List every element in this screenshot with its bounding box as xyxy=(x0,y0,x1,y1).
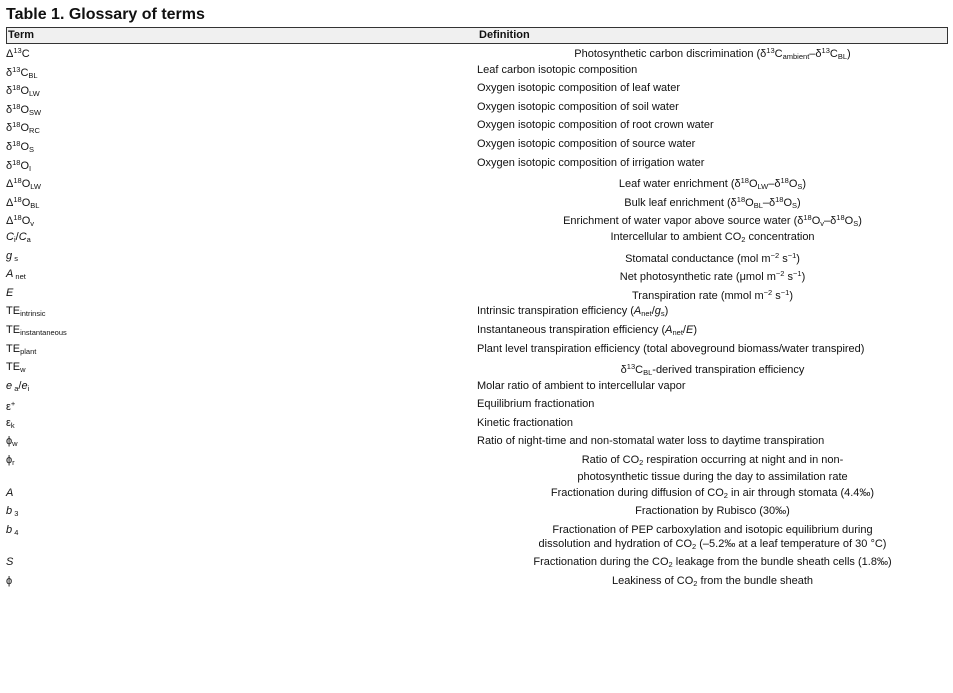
term-cell: $\Delta^{13}C$ xyxy=(6,46,30,60)
term-cell: $TE_{instantaneous}$ xyxy=(6,323,67,337)
definition-cell: Instantaneous transpiration efficiency $(A_{net}/E)$ xyxy=(477,323,697,337)
definition-cell: Fractionation of PEP carboxylation and isotopic equilibrium during dissolution and hydration of $CO_2$ (–5.2‰ at a leaf temperature of 30 °C) xyxy=(538,523,887,551)
table-row xyxy=(6,286,948,305)
definition-cell: Plant level transpiration efficiency (total aboveground biomass/water transpired) xyxy=(477,342,865,355)
definition-cell: Leakiness of $CO_2$ from the bundle sheath xyxy=(611,575,814,589)
definition-cell: Intrinsic transpiration efficiency $(A_{net}/g_s)$ xyxy=(477,305,669,319)
definition-cell: Fractionation during diffusion of $CO_2$ in air through stomata (4.4‰) xyxy=(550,486,875,500)
definition-cell: Leaf carbon isotopic composition xyxy=(477,63,638,76)
term-cell: $\delta^{18}O_{RC}$ xyxy=(6,120,40,136)
glossary-page xyxy=(6,5,948,593)
definition-cell: Oxygen isotopic composition of leaf water xyxy=(477,82,680,95)
term-cell: $\Delta^{18}O_{LW}$ xyxy=(6,176,41,192)
table-row xyxy=(6,81,948,100)
table-row xyxy=(6,574,948,593)
table-row xyxy=(6,100,948,119)
definition-cell: Oxygen isotopic composition of irrigation water xyxy=(477,156,705,169)
table-row xyxy=(6,486,948,505)
definition-cell: Oxygen isotopic composition of root crown water xyxy=(477,119,714,132)
definition-cell: Leaf water enrichment $(\delta^{18}O_{LW}-\delta^{18}O_S)$ xyxy=(618,176,807,192)
term-cell: A $_{net}$ xyxy=(6,268,26,282)
definition-cell: Fractionation by Rubisco (30‰) xyxy=(635,505,790,518)
table-row xyxy=(6,211,948,230)
term-cell: A xyxy=(6,486,14,499)
table-row xyxy=(6,174,948,193)
definition-cell: Photosynthetic carbon discrimination $(\delta^{13}C_{ambient}-\delta^{13}C_{BL})$ xyxy=(574,46,851,61)
table-row xyxy=(6,323,948,342)
term-cell: $\delta^{13}C_{BL}$ xyxy=(6,64,38,80)
definition-cell: Ratio of $CO_2$ respiration occurring at night and in non- photosynthetic tissue during the day to assimilation rate xyxy=(577,454,848,484)
definition-cell: Fractionation during the $CO_2$ leakage from the bundle sheath cells (1.8‰) xyxy=(533,556,892,570)
table-row xyxy=(6,44,948,63)
definition-cell: Net photosynthetic rate (μmol $m^{-2}$ $s^{-1}$) xyxy=(619,269,806,284)
term-cell: S xyxy=(6,556,14,569)
term-cell: $\delta^{18}O_{SW}$ xyxy=(6,101,42,117)
definition-cell: Stomatal conductance (mol $m^{-2}$ $s^{-1}$) xyxy=(625,250,800,265)
table-row xyxy=(6,230,948,249)
definition-cell: Equilibrium fractionation xyxy=(477,398,595,411)
term-cell: ϕ xyxy=(6,575,13,588)
table-row xyxy=(6,523,948,556)
term-cell: $\Delta^{18}O_{BL}$ xyxy=(6,194,40,210)
term-cell: $TE_w$ xyxy=(6,361,26,375)
table-row xyxy=(6,156,948,175)
term-cell: $\phi_r$ xyxy=(6,454,15,468)
term-cell: $\delta^{18}O_S$ xyxy=(6,138,35,154)
table-row xyxy=(6,63,948,82)
table-header xyxy=(6,27,948,44)
definition-cell: Ratio of night-time and non-stomatal water loss to daytime transpiration xyxy=(477,435,825,448)
table-row xyxy=(6,416,948,435)
table-row xyxy=(6,453,948,486)
term-cell: $\delta^{18}O_I$ xyxy=(6,157,32,173)
term-cell: $TE_{plant}$ xyxy=(6,342,37,356)
definition-cell: $\delta^{13}C_{BL}$-derived transpiration efficiency xyxy=(620,362,805,378)
table-title: Table 1. Glossary of terms xyxy=(6,6,205,23)
definition-cell: Kinetic fractionation xyxy=(477,416,573,429)
header-definition: Definition xyxy=(479,29,530,41)
term-cell: b $_3$ xyxy=(6,505,19,519)
term-cell: E xyxy=(6,286,14,299)
definition-cell: Oxygen isotopic composition of source water xyxy=(477,137,696,150)
table-body xyxy=(6,44,948,593)
definition-cell: Oxygen isotopic composition of soil water xyxy=(477,100,679,113)
table-row xyxy=(6,193,948,212)
term-cell: e $_a/e_i$ xyxy=(6,379,30,393)
table-row xyxy=(6,555,948,574)
table-row xyxy=(6,304,948,323)
table-row xyxy=(6,249,948,268)
table-row xyxy=(6,360,948,379)
table-row xyxy=(6,504,948,523)
term-cell: $TE_{intrinsic}$ xyxy=(6,305,46,319)
term-cell: $\varepsilon_k$ xyxy=(6,416,15,430)
definition-cell: Molar ratio of ambient to intercellular vapor xyxy=(477,379,686,392)
definition-cell: Enrichment of water vapor above source water $(\delta^{18}O_v-\delta^{18}O_S)$ xyxy=(563,213,862,229)
term-cell: b $_4$ xyxy=(6,523,19,537)
definition-cell: Bulk leaf enrichment $(\delta^{18}O_{BL}-\delta^{18}O_S)$ xyxy=(624,194,801,210)
table-row xyxy=(6,379,948,398)
table-row xyxy=(6,267,948,286)
term-cell: $C_i/C_a$ xyxy=(6,230,31,244)
table-row xyxy=(6,397,948,416)
glossary-table xyxy=(6,27,948,593)
table-row xyxy=(6,342,948,361)
definition-cell: Intercellular to ambient $CO_2$ concentration xyxy=(610,230,815,244)
term-cell: $\delta^{18}O_{LW}$ xyxy=(6,83,40,99)
term-cell: ε+ xyxy=(6,399,16,414)
table-row xyxy=(6,434,948,453)
header-term: Term xyxy=(8,29,35,41)
term-cell: g $_s$ xyxy=(6,249,18,263)
term-cell: $\Delta^{18}O_v$ xyxy=(6,213,35,229)
term-cell: $\phi_w$ xyxy=(6,435,18,449)
definition-cell: Transpiration rate (mmol $m^{-2}$ $s^{-1}$) xyxy=(632,287,793,302)
table-row xyxy=(6,118,948,137)
table-row xyxy=(6,137,948,156)
